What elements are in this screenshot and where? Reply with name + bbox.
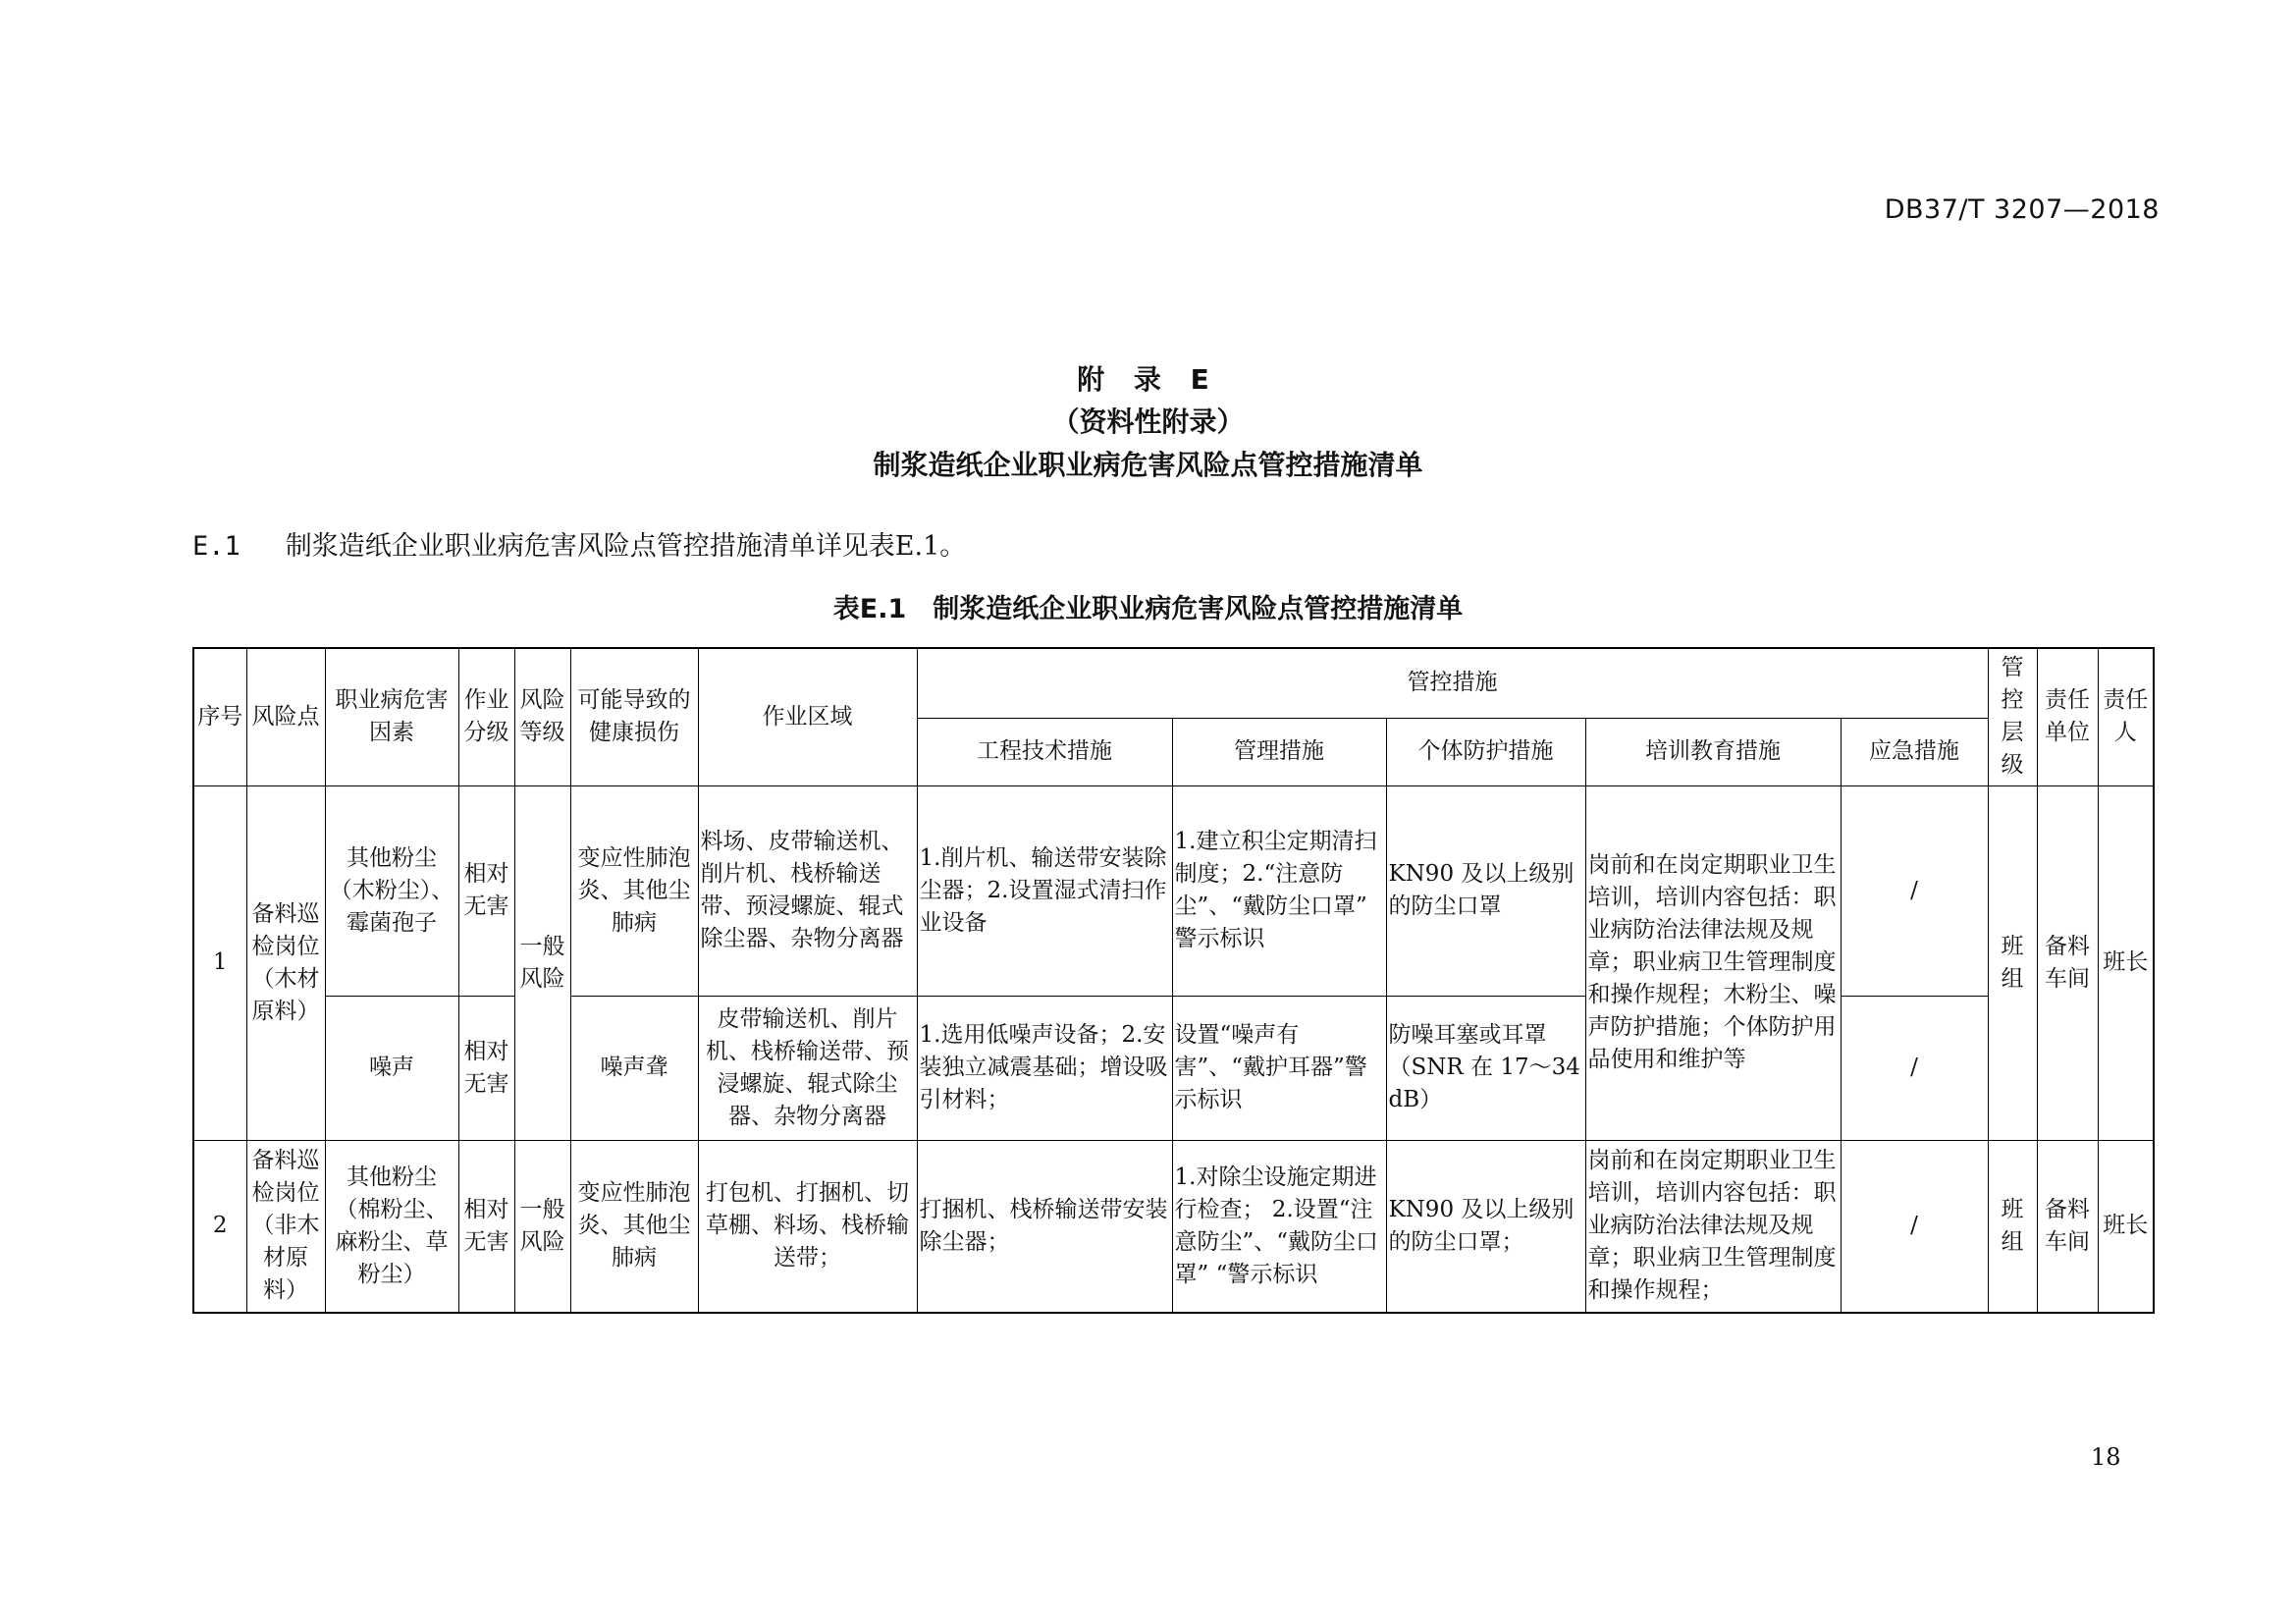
header-seq: 序号 <box>193 648 246 785</box>
header-management: 管理措施 <box>1172 718 1386 785</box>
cell-training: 岗前和在岗定期职业卫生培训，培训内容包括：职业病防治法律法规及规章；职业病卫生管理制度和操作规程；木粉尘、噪声防护措施；个体防护用品使用和维护等 <box>1585 785 1841 1140</box>
risk-control-table <box>192 647 2155 1314</box>
standard-code: DB37/T 3207—2018 <box>1884 194 2160 225</box>
cell-injury: 噪声聋 <box>570 996 698 1140</box>
cell-risk-level: 一般风险 <box>514 785 570 1140</box>
header-measures: 管控措施 <box>917 648 1988 718</box>
header-hazard: 职业病危害因素 <box>325 648 458 785</box>
cell-hazard: 其他粉尘（棉粉尘、麻粉尘、草粉尘） <box>325 1140 458 1313</box>
header-resp-unit: 责任单位 <box>2037 648 2098 785</box>
cell-engineering: 打捆机、栈桥输送带安装除尘器； <box>917 1140 1172 1313</box>
cell-area: 皮带输送机、削片机、栈桥输送带、预浸螺旋、辊式除尘器、杂物分离器 <box>698 996 917 1140</box>
header-work-class: 作业分级 <box>458 648 514 785</box>
cell-management: 1.对除尘设施定期进行检查； 2.设置“注意防尘”、“戴防尘口罩” “警示标识 <box>1172 1140 1386 1313</box>
cell-hazard: 噪声 <box>325 996 458 1140</box>
header-area: 作业区域 <box>698 648 917 785</box>
cell-personal: KN90 及以上级别的防尘口罩； <box>1386 1140 1585 1313</box>
appendix-name: 制浆造纸企业职业病危害风险点管控措施清单 <box>873 449 1423 481</box>
cell-risk-point: 备料巡检岗位（非木材原料） <box>246 1140 325 1313</box>
cell-work-class: 相对无害 <box>458 996 514 1140</box>
cell-resp-person: 班长 <box>2098 785 2154 1140</box>
cell-management: 1.建立积尘定期清扫制度；2.“注意防尘”、“戴防尘口罩” 警示标识 <box>1172 785 1386 996</box>
header-training: 培训教育措施 <box>1585 718 1841 785</box>
cell-work-class: 相对无害 <box>458 1140 514 1313</box>
header-risk-point: 风险点 <box>246 648 325 785</box>
cell-hazard: 其他粉尘（木粉尘）、霉菌孢子 <box>325 785 458 996</box>
page-number: 18 <box>2091 1443 2121 1471</box>
cell-emergency: / <box>1841 1140 1988 1313</box>
cell-area: 打包机、打捆机、切草棚、料场、栈桥输送带； <box>698 1140 917 1313</box>
header-emergency: 应急措施 <box>1841 718 1988 785</box>
cell-emergency: / <box>1841 785 1988 996</box>
header-injury: 可能导致的健康损伤 <box>570 648 698 785</box>
header-control-level: 管控层级 <box>1988 648 2037 785</box>
cell-training: 岗前和在岗定期职业卫生培训，培训内容包括：职业病防治法律法规及规章；职业病卫生管理制度和操作规程； <box>1585 1140 1841 1313</box>
header-personal: 个体防护措施 <box>1386 718 1585 785</box>
cell-resp-person: 班长 <box>2098 1140 2154 1313</box>
header-engineering: 工程技术措施 <box>917 718 1172 785</box>
cell-injury: 变应性肺泡炎、其他尘肺病 <box>570 1140 698 1313</box>
cell-engineering: 1.选用低噪声设备；2.安装独立减震基础；增设吸引材料； <box>917 996 1172 1140</box>
header-risk-level: 风险等级 <box>514 648 570 785</box>
cell-injury: 变应性肺泡炎、其他尘肺病 <box>570 785 698 996</box>
cell-resp-unit: 备料车间 <box>2037 785 2098 1140</box>
table-row <box>193 785 2154 996</box>
table-row <box>193 996 2154 1140</box>
table-row <box>193 1140 2154 1313</box>
cell-personal: 防噪耳塞或耳罩（SNR 在 17～34dB） <box>1386 996 1585 1140</box>
cell-risk-point: 备料巡检岗位（木材原料） <box>246 785 325 1140</box>
intro-text: 制浆造纸企业职业病危害风险点管控措施清单详见表E.1。 <box>285 531 967 562</box>
cell-control-level: 班组 <box>1988 1140 2037 1313</box>
cell-management: 设置“噪声有害”、“戴护耳器”警示标识 <box>1172 996 1386 1140</box>
appendix-subtitle: （资料性附录） <box>1051 406 1245 438</box>
table-header-row <box>193 648 2154 718</box>
table-caption: 表E.1 制浆造纸企业职业病危害风险点管控措施清单 <box>832 594 1464 624</box>
header-resp-person: 责任人 <box>2098 648 2154 785</box>
cell-resp-unit: 备料车间 <box>2037 1140 2098 1313</box>
cell-area: 料场、皮带输送机、削片机、栈桥输送带、预浸螺旋、辊式除尘器、杂物分离器 <box>698 785 917 996</box>
cell-seq: 2 <box>193 1140 246 1313</box>
intro-paragraph <box>192 524 966 563</box>
appendix-title: 附 录 E <box>1077 363 1219 396</box>
cell-control-level: 班组 <box>1988 785 2037 1140</box>
cell-risk-level: 一般风险 <box>514 1140 570 1313</box>
cell-seq: 1 <box>193 785 246 1140</box>
cell-work-class: 相对无害 <box>458 785 514 996</box>
cell-engineering: 1.削片机、输送带安装除尘器；2.设置湿式清扫作业设备 <box>917 785 1172 996</box>
cell-personal: KN90 及以上级别的防尘口罩 <box>1386 785 1585 996</box>
intro-number: E.1 <box>192 531 240 562</box>
cell-emergency: / <box>1841 996 1988 1140</box>
